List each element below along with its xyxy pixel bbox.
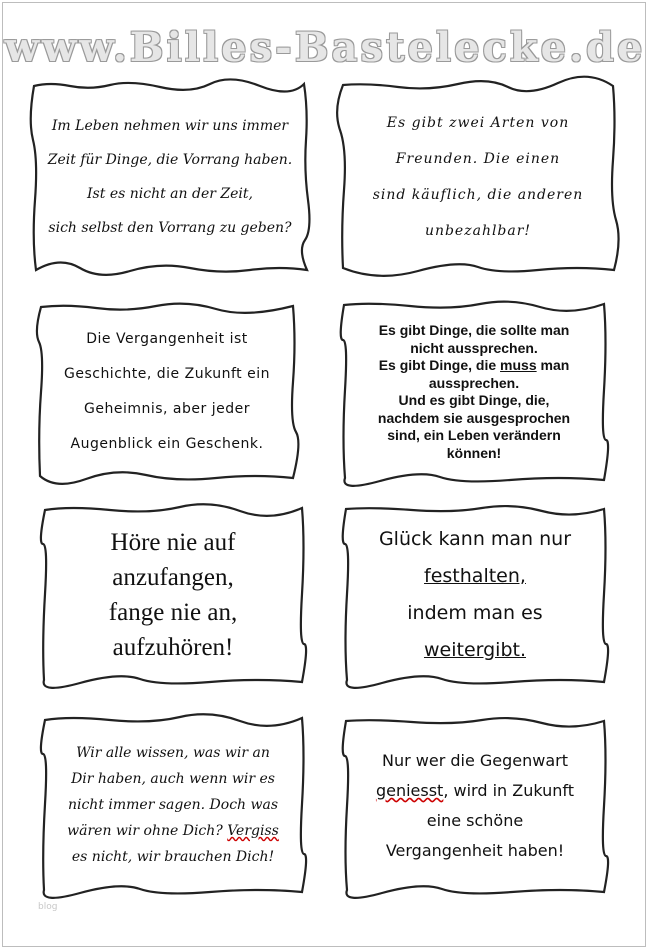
card-line: aufzuhören! — [112, 634, 234, 661]
card-line: nicht immer sagen. Doch was — [67, 797, 279, 813]
card-line: Augenblick ein Geschenk. — [70, 436, 264, 452]
card-line: Wir alle wissen, was wir an — [76, 745, 270, 761]
card-line: Geheimnis, aber jeder — [84, 401, 250, 417]
underlined-word: muss — [500, 357, 537, 373]
card-line: Es gibt Dinge, die sollte man — [378, 322, 570, 338]
card-line: Es gibt Dinge, die muss man — [378, 357, 570, 373]
card-line: Glück kann man nur — [378, 528, 572, 550]
card-line: Zeit für Dinge, die Vorrang haben. — [47, 152, 293, 168]
card-line: Und es gibt Dinge, die, — [398, 392, 550, 408]
card-line: fange nie an, — [108, 599, 238, 626]
card-line: Höre nie auf — [110, 529, 236, 556]
quote-card-1 — [30, 80, 310, 274]
quote-card-2 — [338, 80, 618, 274]
card-line: sich selbst den Vorrang zu geben? — [48, 220, 292, 236]
spellcheck-word: geniesst — [375, 781, 444, 800]
quote-card-4 — [340, 300, 608, 484]
card-line: Freunden. Die einen — [395, 151, 561, 167]
site-title: www.Billes-Bastelecke.de — [4, 24, 646, 71]
card-line: Es gibt zwei Arten von — [386, 115, 570, 131]
card-line: Geschichte, die Zukunft ein — [63, 366, 270, 382]
quote-card-5 — [40, 504, 306, 686]
card-line: Ist es nicht an der Zeit, — [87, 186, 253, 202]
card-line: indem man es — [407, 602, 543, 624]
card-line: Die Vergangenheit ist — [86, 331, 248, 347]
card-line: sind, ein Leben verändern — [387, 427, 561, 443]
card-line: eine schöne — [426, 811, 524, 830]
card-line: nicht aussprechen. — [410, 339, 538, 356]
card-line: Vergangenheit haben! — [385, 841, 565, 860]
card-line: Dir haben, auch wenn wir es — [71, 771, 275, 787]
card-line: wären wir ohne Dich? Vergiss — [67, 823, 279, 839]
spellcheck-word: Vergiss — [227, 823, 279, 839]
quote-card-3 — [36, 302, 298, 482]
card-line: können! — [446, 444, 502, 461]
card-line: sind käuflich, die anderen — [372, 187, 584, 203]
card-line: Nur wer die Gegenwart — [381, 751, 569, 770]
card-line: es nicht, wir brauchen Dich! — [71, 849, 275, 865]
quote-card-7 — [40, 714, 306, 896]
card-line: unbezahlbar! — [424, 223, 532, 239]
card-line: anzufangen, — [112, 564, 234, 591]
card-line: nachdem sie ausgesprochen — [377, 409, 571, 426]
quote-card-6 — [342, 504, 608, 686]
card-line: Im Leben nehmen wir uns immer — [51, 118, 289, 134]
watermark: blog — [38, 902, 58, 912]
card-line: weitergibt. — [423, 639, 526, 661]
quote-card-8 — [342, 716, 608, 896]
card-line: aussprechen. — [428, 374, 520, 391]
card-line: geniesst, wird in Zukunft — [375, 781, 575, 800]
card-line: festhalten, — [424, 565, 526, 587]
